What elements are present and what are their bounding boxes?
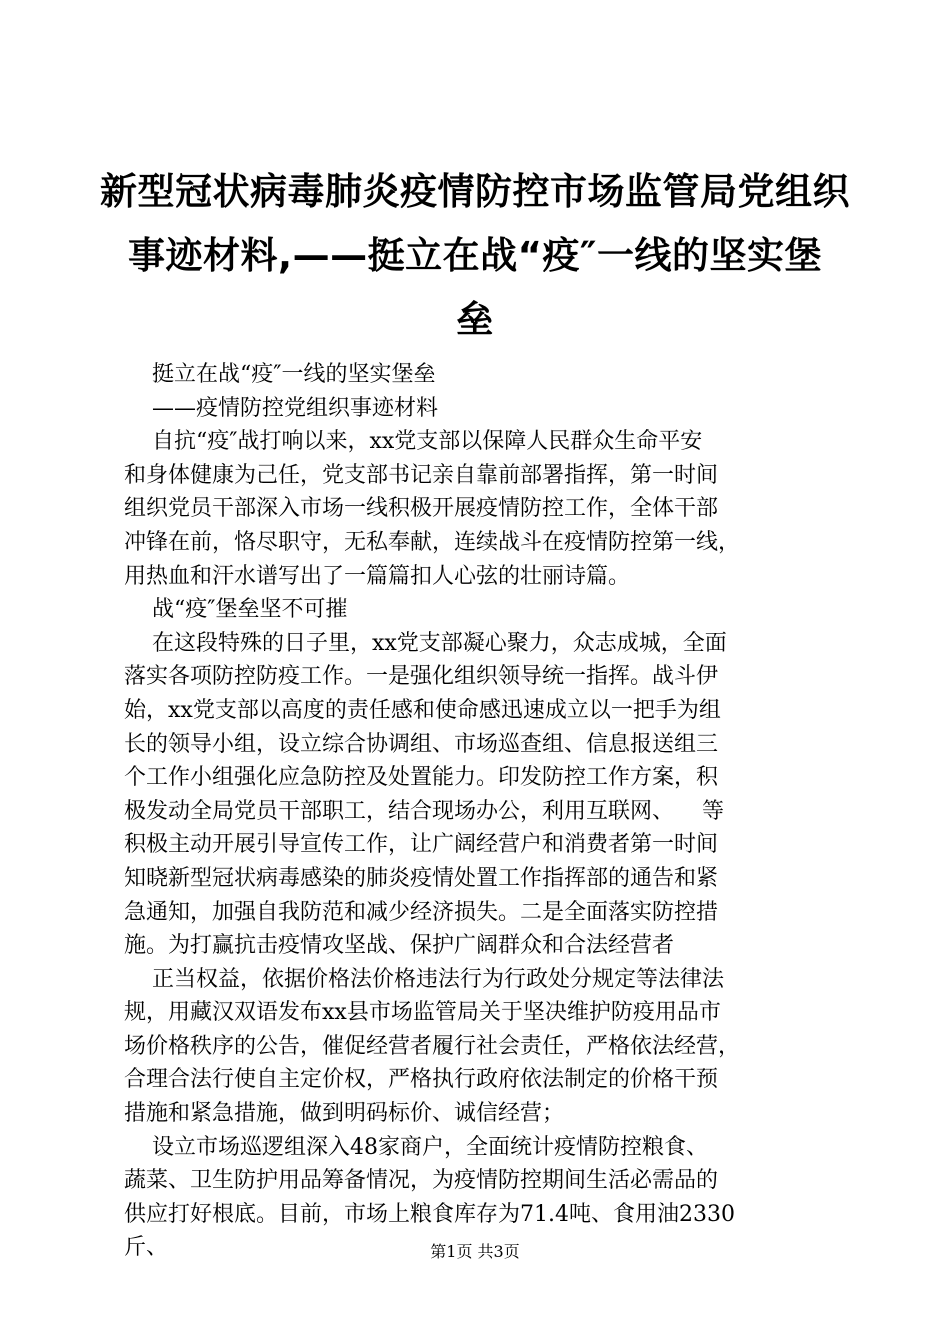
page-footer: 第1页 共3页 bbox=[430, 1242, 520, 1261]
body-line: 自抗“疫″战打响以来，xx党支部以保障人民群众生命平安 bbox=[124, 429, 703, 455]
body-line: 积极主动开展引导宣传工作，让广阔经营户和消费者第一时间 bbox=[124, 832, 719, 858]
title-line: 垒 bbox=[456, 298, 494, 341]
body-line: 长的领导小组，设立综合协调组、市场巡查组、信息报送组三 bbox=[124, 731, 719, 757]
body-line: 合理合法行使自主定价权，严格执行政府依法制定的价格干预 bbox=[124, 1067, 719, 1093]
body-line: ——疫情防控党组织事迹材料 bbox=[124, 395, 438, 421]
title-line: 事迹材料,——挺立在战“疫″一线的坚实堡 bbox=[128, 234, 822, 277]
body-line: 正当权益，依据价格法价格违法行为行政处分规定等法律法 bbox=[124, 966, 724, 992]
title-line: 新型冠状病毒肺炎疫情防控市场监管局党组织 bbox=[100, 170, 850, 213]
document-body bbox=[124, 358, 844, 1265]
body-line: 挺立在战“疫″一线的坚实堡垒 bbox=[124, 362, 436, 387]
body-line: 设立市场巡逻组深入48家商户，全面统计疫情防控粮食、 bbox=[124, 1134, 708, 1160]
body-line: 规，用藏汉双语发布xx县市场监管局关于坚决维护防疫用品市 bbox=[124, 1000, 721, 1026]
body-line: 战“疫″堡垒坚不可摧 bbox=[124, 597, 348, 623]
body-line: 极发动全局党员干部职工，结合现场办公，利用互联网、 等 bbox=[124, 798, 724, 824]
body-line: 组织党员干部深入市场一线积极开展疫情防控工作，全体干部 bbox=[124, 496, 719, 522]
body-line: 落实各项防控防疫工作。一是强化组织领导统一指挥。战斗伊 bbox=[124, 664, 719, 690]
body-line: 始，xx党支部以高度的责任感和使命感迅速成立以一把手为组 bbox=[124, 697, 721, 723]
body-line: 用热血和汗水谱写出了一篇篇扣人心弦的壮丽诗篇。 bbox=[124, 563, 631, 589]
body-line: 措施和紧急措施，做到明码标价、诚信经营； bbox=[124, 1101, 565, 1127]
body-line: 和身体健康为己任，党支部书记亲自靠前部署指挥，第一时间 bbox=[124, 462, 719, 488]
body-line: 知晓新型冠状病毒感染的肺炎疫情处置工作指挥部的通告和紧 bbox=[124, 865, 719, 891]
body-line: 场价格秩序的公告，催促经营者履行社会责任，严格依法经营， bbox=[124, 1033, 741, 1059]
body-line: 施。为打赢抗击疫情攻坚战、保护广阔群众和合法经营者 bbox=[124, 933, 675, 959]
document-title bbox=[100, 160, 850, 352]
body-line: 个工作小组强化应急防控及处置能力。印发防控工作方案，积 bbox=[124, 765, 719, 791]
body-line: 供应打好根底。目前，市场上粮食库存为71.4吨、食用油2330 bbox=[124, 1201, 735, 1227]
body-line: 蔬菜、卫生防护用品筹备情况，为疫情防控期间生活必需品的 bbox=[124, 1168, 719, 1194]
body-line: 冲锋在前，恪尽职守，无私奉献，连续战斗在疫情防控第一线， bbox=[124, 529, 741, 555]
body-line: 急通知，加强自我防范和减少经济损失。二是全面落实防控措 bbox=[124, 899, 719, 925]
body-line: 在这段特殊的日子里，xx党支部凝心聚力，众志成城，全面 bbox=[124, 630, 727, 656]
body-line: 斤、 bbox=[124, 1235, 169, 1261]
